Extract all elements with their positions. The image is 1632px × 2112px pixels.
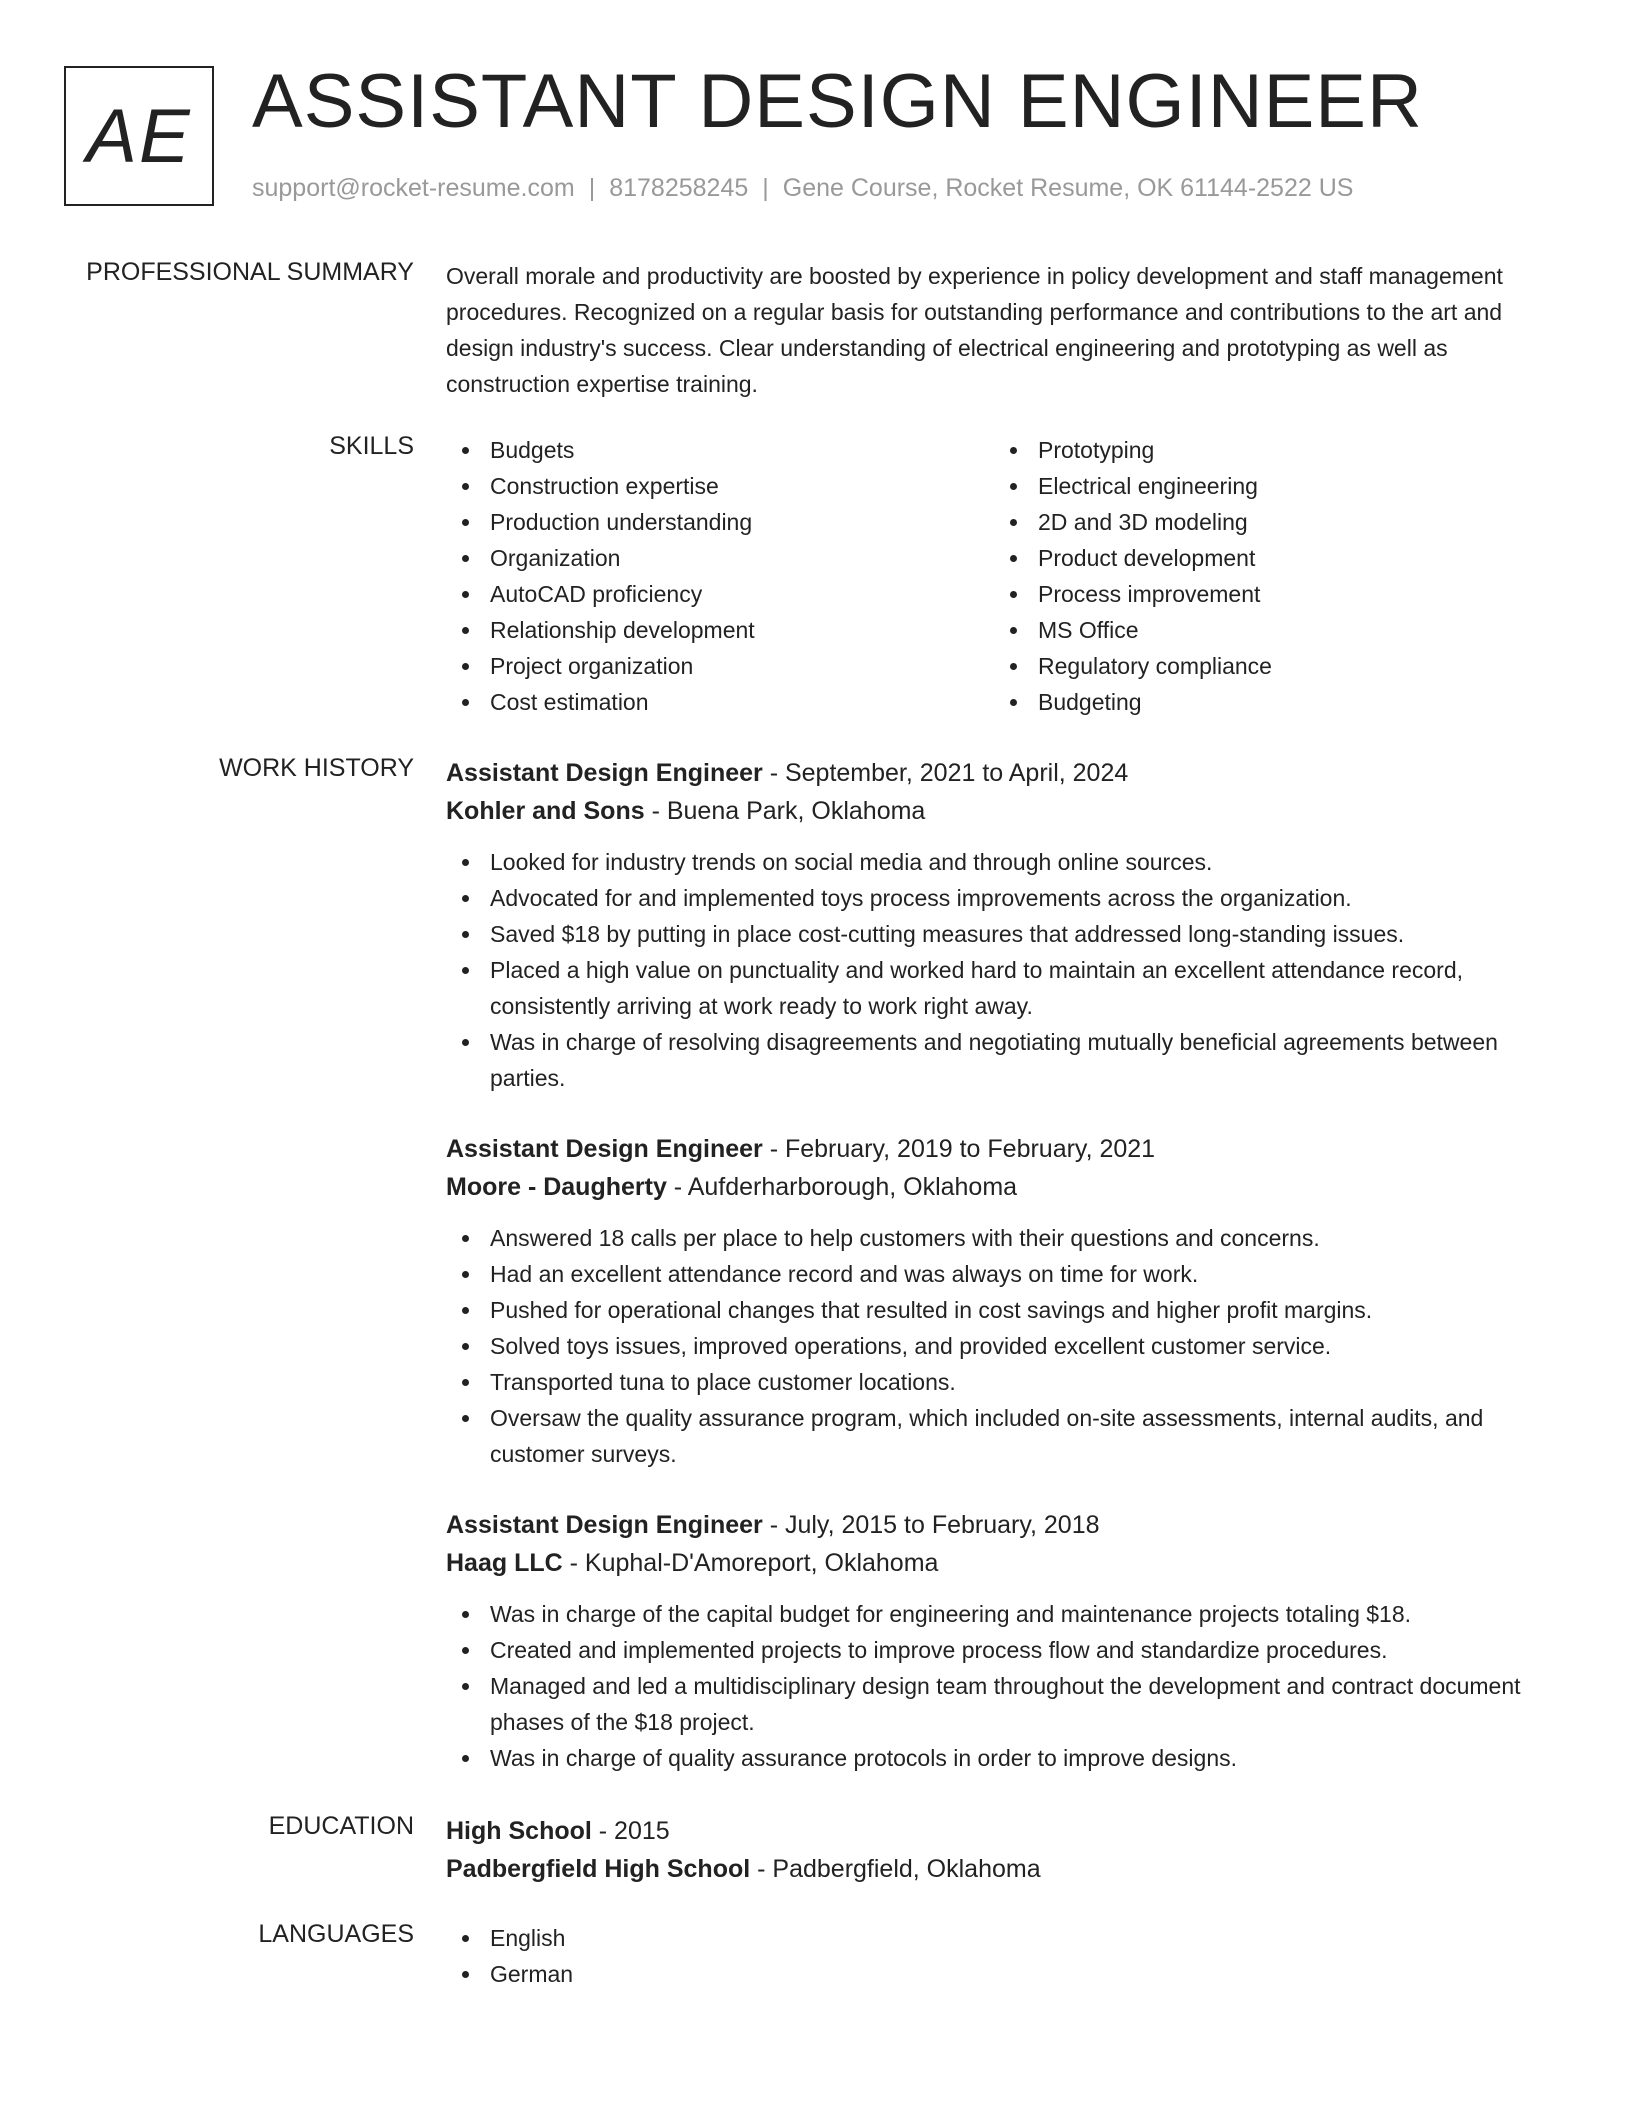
job-title-line <box>446 1130 1566 1168</box>
education-school: Padbergfield High School <box>446 1855 751 1883</box>
job-bullet: Managed and led a multidisciplinary design team throughout the development and contract document phases of the $18 project. <box>446 1668 1566 1740</box>
job-company: Haag LLC <box>446 1549 563 1577</box>
job-bullets <box>446 1596 1566 1776</box>
skill-item: Budgeting <box>994 684 1514 720</box>
monogram-box: AE <box>64 66 214 206</box>
job-bullet: Answered 18 calls per place to help customers with their questions and concerns. <box>446 1220 1566 1256</box>
work-label: WORK HISTORY <box>219 754 414 782</box>
job-dates: - July, 2015 to February, 2018 <box>762 1511 1100 1539</box>
skill-item: Cost estimation <box>446 684 966 720</box>
language-item: German <box>446 1956 1566 1992</box>
job-location: - Aufderharborough, Oklahoma <box>666 1173 1018 1201</box>
languages-label: LANGUAGES <box>258 1920 414 1948</box>
education-year: - 2015 <box>591 1817 670 1845</box>
languages-body <box>446 1920 1566 1992</box>
job-bullet: Was in charge of the capital budget for engineering and maintenance projects totaling $18. <box>446 1596 1566 1632</box>
skill-item: Electrical engineering <box>994 468 1514 504</box>
job-entry <box>446 1506 1566 1776</box>
job-bullet: Saved $18 by putting in place cost-cutting measures that addressed long-standing issues. <box>446 916 1566 952</box>
job-entry <box>446 1130 1566 1472</box>
contact-line <box>252 174 1353 203</box>
skill-item: Production understanding <box>446 504 966 540</box>
education-label: EDUCATION <box>268 1812 414 1840</box>
skill-item: Prototyping <box>994 432 1514 468</box>
education-school-line <box>446 1850 1566 1888</box>
job-company-line <box>446 792 1566 830</box>
job-bullet: Looked for industry trends on social media and through online sources. <box>446 844 1566 880</box>
job-location: - Buena Park, Oklahoma <box>644 797 926 825</box>
job-bullet: Was in charge of resolving disagreements and negotiating mutually beneficial agreements between parties. <box>446 1024 1566 1096</box>
education-body <box>446 1812 1566 1888</box>
skill-item: MS Office <box>994 612 1514 648</box>
page-title: ASSISTANT DESIGN ENGINEER <box>252 59 1423 144</box>
education-location: - Padbergfield, Oklahoma <box>750 1855 1041 1883</box>
job-title-line <box>446 754 1566 792</box>
skills-label: SKILLS <box>329 432 414 460</box>
education-degree-line <box>446 1812 1566 1850</box>
job-bullet: Pushed for operational changes that resulted in cost savings and higher profit margins. <box>446 1292 1566 1328</box>
skill-item: Regulatory compliance <box>994 648 1514 684</box>
job-bullet: Transported tuna to place customer locations. <box>446 1364 1566 1400</box>
contact-separator: | <box>588 174 596 202</box>
job-bullet: Solved toys issues, improved operations, and provided excellent customer service. <box>446 1328 1566 1364</box>
job-company-line <box>446 1544 1566 1582</box>
contact-address: Gene Course, Rocket Resume, OK 61144-2522 US <box>782 174 1354 202</box>
skill-item: Construction expertise <box>446 468 966 504</box>
job-company: Kohler and Sons <box>446 797 645 825</box>
summary-text: Overall morale and productivity are boosted by experience in policy development and staff management procedures. Recognized on a regular basis for outstanding performance and contributions to the art and design industry's success. Clear understanding of electrical engineering and prototyping as well as construction expertise training. <box>446 263 1503 397</box>
skills-list-left <box>446 432 966 720</box>
job-bullet: Placed a high value on punctuality and worked hard to maintain an excellent attendance record, consistently arriving at work ready to work right away. <box>446 952 1566 1024</box>
language-item: English <box>446 1920 1566 1956</box>
job-title-line <box>446 1506 1566 1544</box>
contact-phone[interactable]: 8178258245 <box>609 174 749 202</box>
job-entry <box>446 754 1566 1096</box>
skill-item: Project organization <box>446 648 966 684</box>
job-title: Assistant Design Engineer <box>446 1511 763 1539</box>
job-bullet: Created and implemented projects to improve process flow and standardize procedures. <box>446 1632 1566 1668</box>
job-dates: - February, 2019 to February, 2021 <box>762 1135 1156 1163</box>
contact-email[interactable]: support@rocket-resume.com <box>252 174 575 202</box>
job-bullet: Was in charge of quality assurance protocols in order to improve designs. <box>446 1740 1566 1776</box>
job-bullet: Oversaw the quality assurance program, which included on-site assessments, internal audits, and customer surveys. <box>446 1400 1566 1472</box>
education-degree: High School <box>446 1817 592 1845</box>
job-company-line <box>446 1168 1566 1206</box>
job-dates: - September, 2021 to April, 2024 <box>762 759 1129 787</box>
skill-item: Relationship development <box>446 612 966 648</box>
skill-item: Process improvement <box>994 576 1514 612</box>
skills-list-right <box>994 432 1514 720</box>
skill-item: Product development <box>994 540 1514 576</box>
job-company: Moore - Daugherty <box>446 1173 667 1201</box>
skill-item: 2D and 3D modeling <box>994 504 1514 540</box>
job-title: Assistant Design Engineer <box>446 1135 763 1163</box>
skill-item: AutoCAD proficiency <box>446 576 966 612</box>
languages-list <box>446 1920 1566 1992</box>
skill-item: Budgets <box>446 432 966 468</box>
contact-separator: | <box>762 174 769 202</box>
job-title: Assistant Design Engineer <box>446 759 763 787</box>
job-bullet: Advocated for and implemented toys process improvements across the organization. <box>446 880 1566 916</box>
job-bullets <box>446 1220 1566 1472</box>
skill-item: Organization <box>446 540 966 576</box>
job-bullets <box>446 844 1566 1096</box>
job-bullet: Had an excellent attendance record and was always on time for work. <box>446 1256 1566 1292</box>
summary-label: PROFESSIONAL SUMMARY <box>86 258 414 286</box>
job-location: - Kuphal-D'Amoreport, Oklahoma <box>562 1549 939 1577</box>
